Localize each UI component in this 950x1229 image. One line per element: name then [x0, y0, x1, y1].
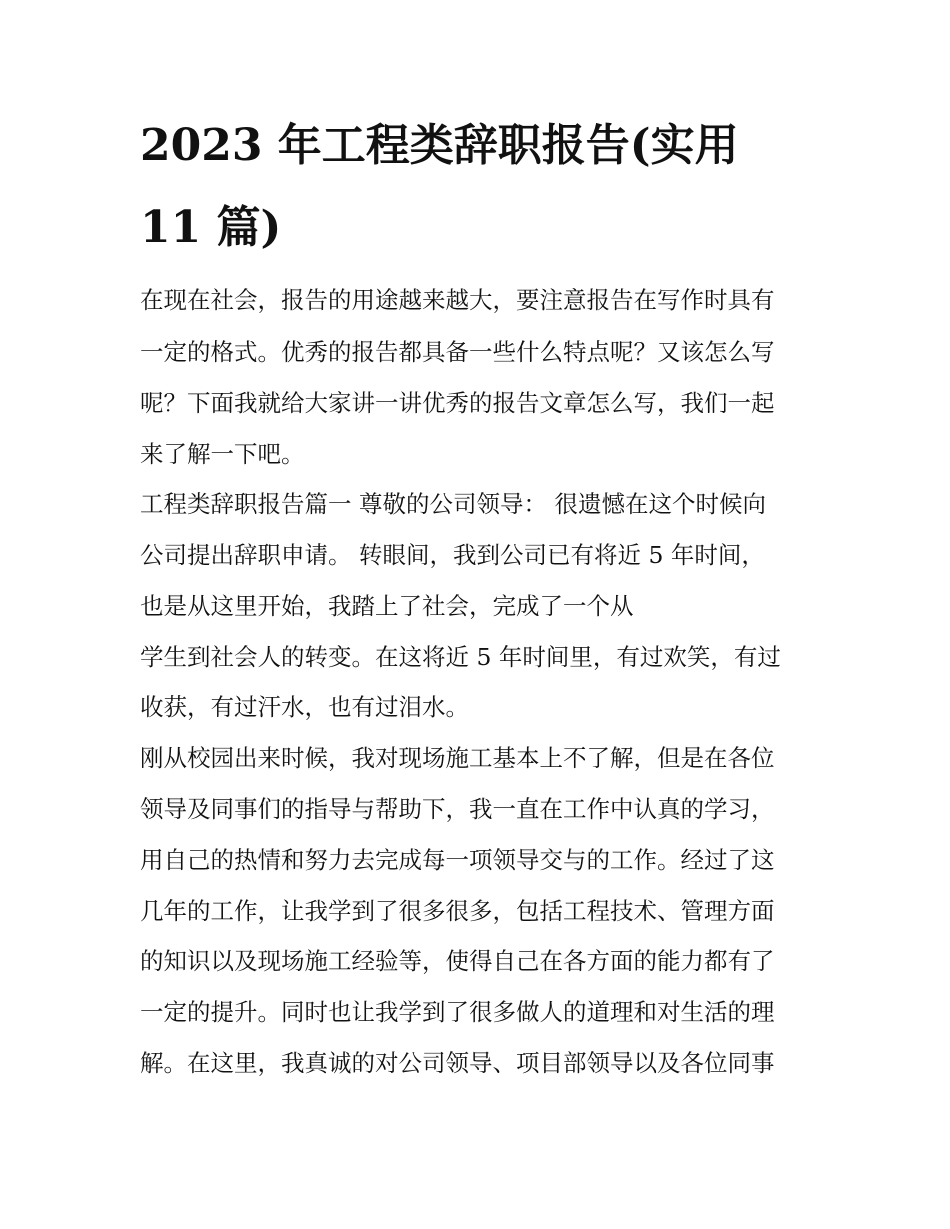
body-line-4: 来了解一下吧。 — [140, 440, 305, 468]
body-line-11: 领导及同事们的指导与帮助下，我一直在工作中认真的学习， — [140, 795, 775, 823]
document-title-line-2: 11 篇) — [140, 202, 282, 253]
body-line-15: 一定的提升。同时也让我学到了很多做人的道理和对生活的理 — [140, 998, 775, 1026]
body-line-12: 用自己的热情和努力去完成每一项领导交与的工作。经过了这 — [140, 846, 775, 874]
body-line-9: 收获，有过汗水，也有过泪水。 — [140, 693, 469, 721]
body-line-16: 解。在这里，我真诚的对公司领导、项目部领导以及各位同事 — [140, 1049, 775, 1077]
body-line-5: 工程类辞职报告篇一 尊敬的公司领导： 很遗憾在这个时候向 — [140, 490, 766, 518]
body-line-1: 在现在社会，报告的用途越来越大，要注意报告在写作时具有 — [140, 286, 775, 314]
document-title-line-1: 2023 年工程类辞职报告(实用 — [140, 120, 739, 171]
body-line-6: 公司提出辞职申请。 转眼间，我到公司已有将近 5 年时间， — [140, 541, 765, 569]
body-line-14: 的知识以及现场施工经验等，使得自己在各方面的能力都有了 — [140, 947, 775, 975]
body-line-2: 一定的格式。优秀的报告都具备一些什么特点呢？又该怎么写 — [140, 338, 775, 366]
body-line-3: 呢？下面我就给大家讲一讲优秀的报告文章怎么写，我们一起 — [140, 389, 775, 417]
body-line-7: 也是从这里开始，我踏上了社会，完成了一个从 — [140, 592, 634, 620]
body-line-8: 学生到社会人的转变。在这将近 5 年时间里，有过欢笑，有过 — [140, 643, 781, 671]
body-line-10: 刚从校园出来时候，我对现场施工基本上不了解，但是在各位 — [140, 744, 775, 772]
body-line-13: 几年的工作，让我学到了很多很多，包括工程技术、管理方面 — [140, 897, 775, 925]
